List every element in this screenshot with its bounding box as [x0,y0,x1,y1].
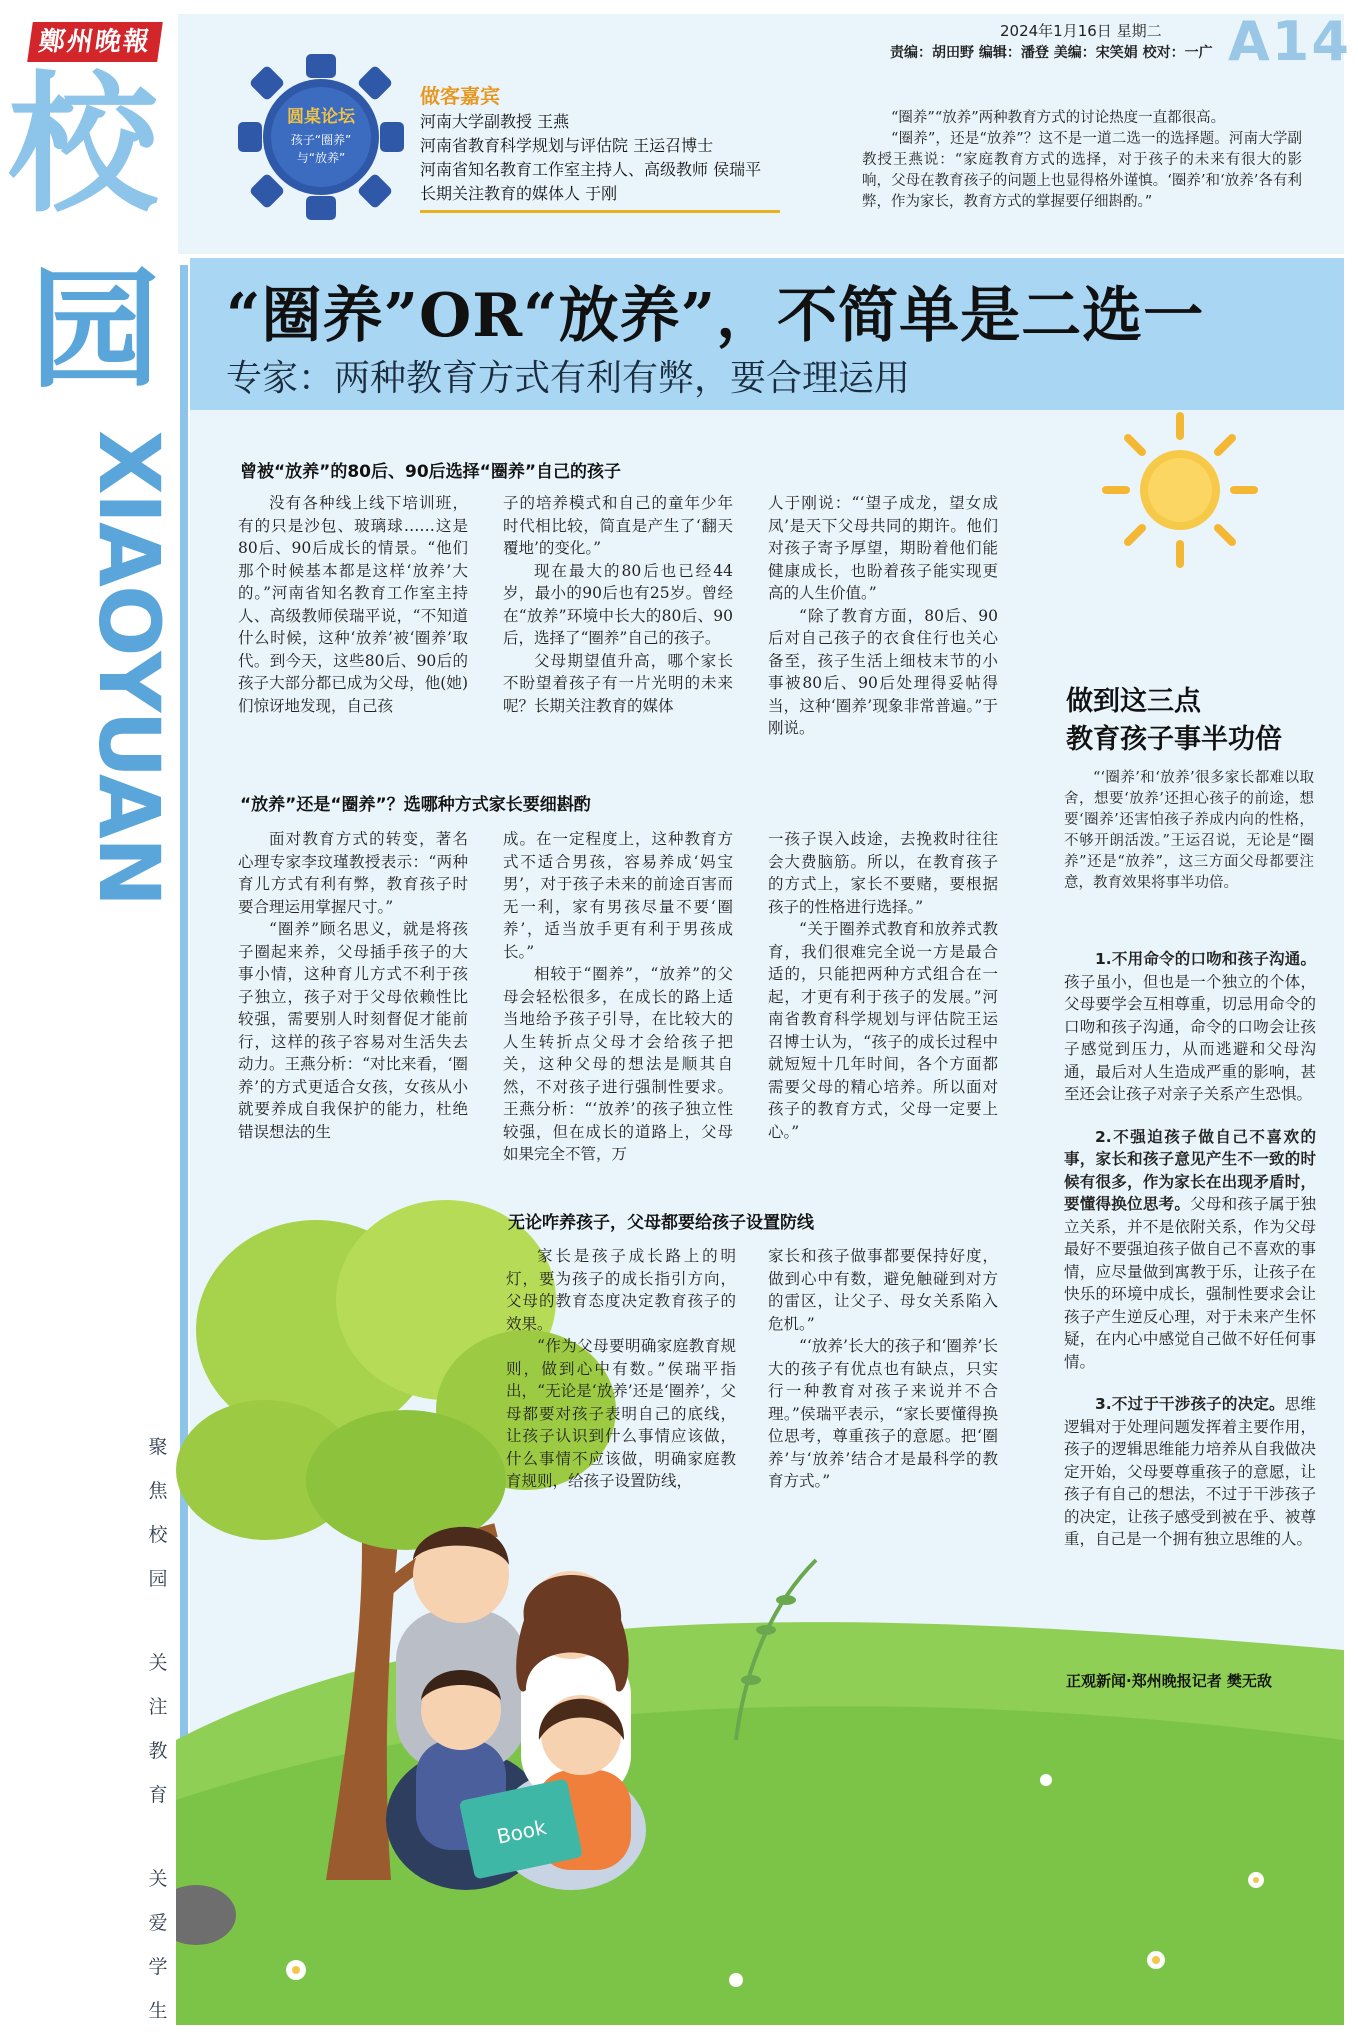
newspaper-logo: 鄭州晚報 [27,22,163,62]
section-char-yuan: 园 [30,253,161,406]
section-1-title: 曾被“放养”的80后、90后选择“圈养”自己的孩子 [240,462,622,482]
sidebar-point [1064,1126,1316,1374]
paragraph: “作为父母要明确家庭教育规则，做到心中有数。”侯瑞平指出，“无论是‘放养’还是‘圈养’，父母都要对孩子表明自己的底线，让孩子认识到什么事情应该做，什么事情不应该做，明确家庭教育规则，给孩子设置防线， [506,1337,736,1490]
paragraph: 没有各种线上线下培训班，有的只是沙包、玻璃球……这是80后、90后成长的情景。“他们那个时候基本都是这样‘放养’大的。”河南省知名教育工作室主持人、高级教师侯瑞平说，“不知道什么时候，这种‘放养’被‘圈养’取代。到今天，这些80后、90后的孩子大部分都已成为父母，他(她)们惊讶地发现，自己孩 [238,494,468,715]
issue-date: 2024年1月16日 星期二 [1000,22,1162,40]
paragraph: 父母期望值升高，哪个家长不盼望着孩子有一片光明的未来呢？长期关注教育的媒体 [503,651,733,715]
sun-icon [1100,410,1260,570]
emblem-sub2: 与“放养” [296,151,346,165]
point-text: 孩子虽小，但也是一个独立的个体，父母要学会互相尊重，切忌用命令的口吻和孩子沟通，命令的口吻会让孩子感觉到压力，从而逃避和父母沟通，最后对人生造成严重的影响，甚至还会让孩子对亲子关系产生恐惧。 [1064,972,1316,1103]
section-2-title: “放养”还是“圈养”？选哪种方式家长要细斟酌 [240,795,591,815]
paragraph: 一孩子误入歧途，去挽救时往往会大费脑筋。所以，在教育孩子的方式上，家长不要赌，要根据孩子的性格进行选择。” [768,830,998,916]
paragraph: 相较于“圈养”，“放养”的父母会轻松很多，在成长的路上适当地给予孩子引导，在比较大的人生转折点父母才会给孩子把关，这种父母的想法是顺其自然，不对孩子进行强制性要求。王燕分析：“‘放养’的孩子独立性较强，但在成长的道路上，父母如果完全不管，万 [503,965,733,1163]
paragraph: “圈养”顾名思义，就是将孩子圈起来养，父母插手孩子的大事小情，这种育儿方式不利于孩子独立，孩子对于父母依赖性比较强，需要别人时刻督促才能前行，这样的孩子容易对生活失去动力。王燕分析：“对比来看，‘圈养’的方式更适合女孩，女孩从小就要养成自我保护的能力，杜绝错误想法的生 [238,920,468,1141]
guest-item: 河南大学副教授 王燕 [420,112,570,131]
section-3-column-2 [768,1245,998,1493]
page-number: A14 [1228,10,1351,73]
guests-title: 做客嘉宾 [420,84,500,108]
slogan-gap [140,1817,176,1857]
paragraph: “除了教育方面，80后、90后对自己孩子的衣食住行也关心备至，孩子生活上细枝末节的小事被80后、90后处理得妥帖得当，这种‘圈养’现象非常普遍。”于刚说。 [768,606,998,737]
slogan-char: 校 [148,1524,168,1546]
emblem-title: 圆桌论坛 [287,107,355,127]
emblem-sub1: 孩子“圈养” [290,133,352,147]
paragraph: “‘放养’长大的孩子和‘圈养’长大的孩子有优点也有缺点，只实行一种教育对孩子来说并不合理。”侯瑞平表示，“家长要懂得换位思考，尊重孩子的意愿。把‘圈养’与‘放养’结合才是最科学的教育方式。” [768,1337,998,1490]
slogan-char: 爱 [148,1912,168,1934]
section-3-title: 无论咋养孩子，父母都要给孩子设置防线 [508,1213,814,1233]
slogan-char: 园 [148,1568,168,1590]
section-char-xiao: 校 [8,57,159,233]
intro-paragraph: “圈养”，还是“放养”？这不是一道二选一的选择题。河南大学副教授王燕说：“家庭教育方式的选择，对于孩子的未来有很大的影响，父母在教育孩子的问题上也显得格外谨慎。‘圈养’和‘放养’各有利弊，作为家长，教育方式的掌握要仔细斟酌。” [862,131,1302,210]
slogan-char: 学 [148,1956,168,1978]
sidebar-point [1064,948,1316,1106]
guest-divider [420,210,780,213]
sidebar-title [1066,683,1282,759]
section-1-column-3 [768,492,998,740]
paragraph: “‘圈养’和‘放养’很多家长都难以取舍，想要‘放养’还担心孩子的前途，想要‘圈养’还害怕孩子养成内向的性格，不够开朗活泼。”王运召说，无论是“圈养”还是“放养”，这三方面父母都要注意，教育效果将事半功倍。 [1064,770,1314,891]
paragraph: 子的培养模式和自己的童年少年时代相比较，简直是产生了‘翻天覆地’的变化。” [503,494,733,557]
guest-item: 河南省教育科学规划与评估院 王运召博士 [420,136,714,155]
slogan-gap [140,1601,176,1641]
point-text: 思维逻辑对于处理问题发挥着主要作用，孩子的逻辑思维能力培养从自我做决定开始，父母要尊重孩子的意愿，让孩子有自己的想法，不过于干涉孩子的决定，让孩子感受到被在乎、被尊重，自己是一个拥有独立思维的人。 [1064,1395,1316,1548]
slogan-char: 育 [148,1784,168,1806]
section-1-column-2 [503,492,733,717]
headline: “圈养”OR“放养”，不简单是二选一 [226,281,1205,351]
section-pinyin: XIAOYUAN [80,430,178,906]
section-2-column-2 [503,828,733,1166]
slogan-char: 聚 [148,1436,168,1458]
point-lead: 2.不强迫孩子做自己不喜欢的事，家长和孩子意见产生不一致的时候有很多，作为家长在出现矛盾时，要懂得换位思考。 [1064,1127,1316,1213]
sidebar-intro [1064,768,1314,894]
paragraph: 成。在一定程度上，这种教育方式不适合男孩，容易养成‘妈宝男’，对于孩子未来的前途百害而无一利，家有男孩尽量不要‘圈养’，适当放手更有利于男孩成长。” [503,830,733,961]
section-2-column-3 [768,828,998,1143]
paragraph: 面对教育方式的转变，著名心理专家李玟瑾教授表示：“两种育儿方式有利有弊，教育孩子时要合理运用掌握尺寸。” [238,830,468,916]
sidebar-title-line: 做到这三点 [1066,686,1201,717]
slogan-char: 教 [148,1740,168,1762]
editors-line: 责编：胡田野 编辑：潘登 美编：宋笑娟 校对：一广 [890,45,1213,61]
guest-list [420,110,761,206]
sidebar-title-line: 教育孩子事半功倍 [1066,724,1282,755]
round-table-emblem [236,52,406,222]
paragraph: 家长和孩子做事都要保持好度，做到心中有数，避免触碰到对方的雷区，让父子、母女关系陷入危机。” [768,1247,998,1333]
point-text: 父母和孩子属于独立关系，并不是依附关系，作为父母最好不要强迫孩子做自己不喜欢的事情，应尽量做到寓教于乐，让孩子在快乐的环境中成长，强制性要求会让孩子产生逆反心理，对于未来产生怀疑，在内心中感觉自己做不好任何事情。 [1064,1195,1316,1371]
book-label: Book [494,1814,549,1849]
slogan-char: 注 [148,1696,168,1718]
paragraph: 家长是孩子成长路上的明灯，要为孩子的成长指引方向，父母的教育态度决定教育孩子的效果。 [506,1247,736,1333]
slogan-char: 关 [148,1868,168,1890]
sidebar-point [1064,1393,1316,1551]
point-lead: 3.不过于干涉孩子的决定。 [1095,1395,1285,1413]
forum-intro [862,108,1302,213]
section-1-column-1 [238,492,468,717]
paragraph: 人于刚说：“‘望子成龙，望女成凤’是天下父母共同的期许。他们对孩子寄予厚望，期盼着他们能健康成长，也盼着孩子能实现更高的人生价值。” [768,494,998,602]
paragraph: “关于圈养式教育和放养式教育，我们很难完全说一方是最合适的，只能把两种方式组合在一起，才更有利于孩子的发展。”河南省教育科学规划与评估院王运召博士认为，“孩子的成长过程中就短短十几年时间，各个方面都需要父母的精心培养。所以面对孩子的教育方式，父母一定要上心。” [768,920,998,1141]
slogan-char: 焦 [148,1480,168,1502]
slogan-char: 关 [148,1652,168,1674]
paragraph: 现在最大的80后也已经44岁，最小的90后也有25岁。曾经在“放养”环境中长大的80后、90后，选择了“圈养”自己的孩子。 [503,561,733,647]
section-2-column-1 [238,828,468,1143]
subheadline: 专家：两种教育方式有利有弊，要合理运用 [226,358,911,399]
guest-item: 河南省知名教育工作室主持人、高级教师 侯瑞平 [420,160,762,179]
slogan-char: 生 [148,2000,168,2022]
guest-item: 长期关注教育的媒体人 于刚 [420,184,618,203]
vertical-slogan [140,1425,176,2033]
byline: 正观新闻·郑州晚报记者 樊无敌 [1066,1672,1272,1690]
sidebar-points [1064,948,1316,1571]
point-lead: 1.不用命令的口吻和孩子沟通。 [1095,950,1316,968]
section-3-column-1 [506,1245,736,1493]
intro-paragraph: “圈养”“放养”两种教育方式的讨论热度一直都很高。 [891,110,1226,126]
